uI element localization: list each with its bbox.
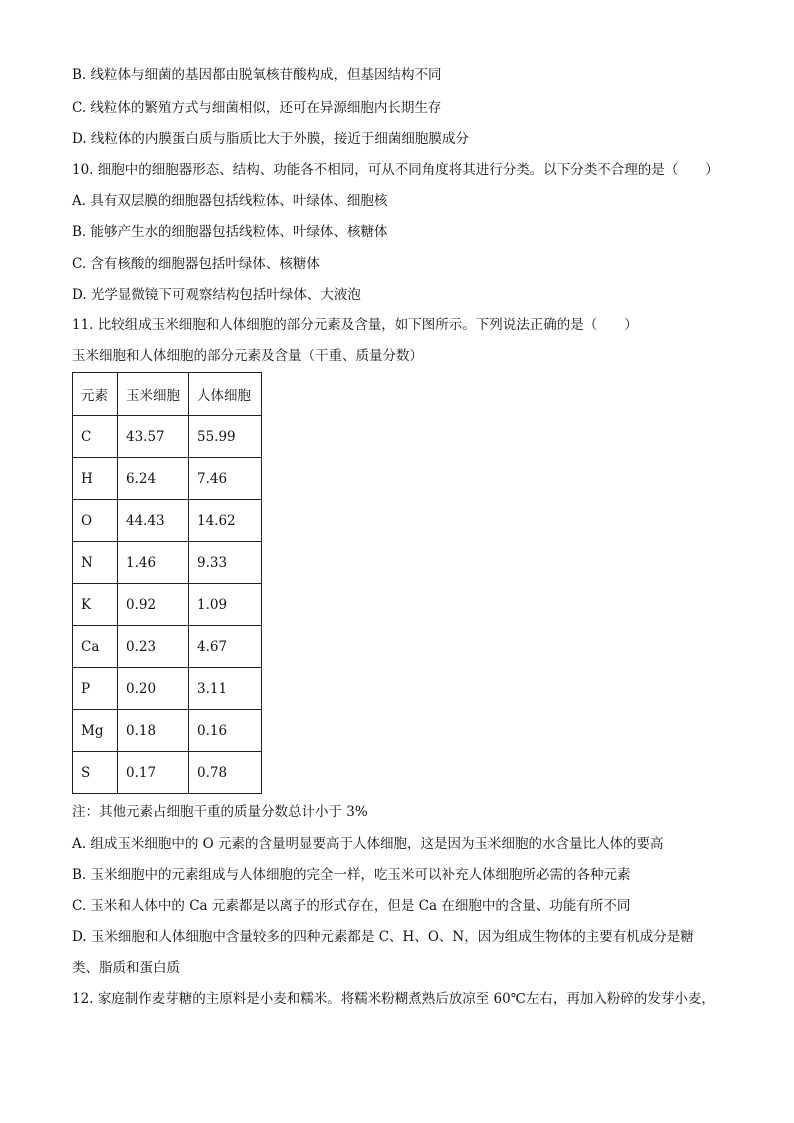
table-header-row bbox=[73, 373, 262, 416]
table-cell: H bbox=[73, 458, 118, 500]
option-d-q11-continued: 类、脂质和蛋白质 bbox=[72, 960, 180, 976]
option-b-q11: B. 玉米细胞中的元素组成与人体细胞的完全一样，吃玉米可以补充人体细胞所必需的各种元素 bbox=[72, 867, 631, 883]
table-cell: Mg bbox=[73, 710, 118, 752]
table-header-cell: 元素 bbox=[73, 373, 118, 416]
table-cell: 0.17 bbox=[118, 752, 189, 794]
option-b-q9: B. 线粒体与细菌的基因都由脱氧核苷酸构成，但基因结构不同 bbox=[72, 67, 442, 83]
table-caption: 玉米细胞和人体细胞的部分元素及含量（干重、质量分数） bbox=[72, 348, 423, 364]
table-cell: 7.46 bbox=[189, 458, 262, 500]
table-cell: O bbox=[73, 500, 118, 542]
option-a-q11: A. 组成玉米细胞中的 O 元素的含量明显要高于人体细胞，这是因为玉米细胞的水含量比人体的要高 bbox=[72, 836, 664, 852]
table-cell: 0.16 bbox=[189, 710, 262, 752]
table-cell: P bbox=[73, 668, 118, 710]
table-cell: 0.78 bbox=[189, 752, 262, 794]
table-cell: Ca bbox=[73, 626, 118, 668]
table-row bbox=[73, 626, 262, 668]
table-cell: 0.23 bbox=[118, 626, 189, 668]
table-row bbox=[73, 416, 262, 458]
question-10: 10. 细胞中的细胞器形态、结构、功能各不相同，可从不同角度将其进行分类。以下分类不合理的是（ ） bbox=[72, 162, 719, 178]
table-cell: K bbox=[73, 584, 118, 626]
table-cell: 4.67 bbox=[189, 626, 262, 668]
option-b-q10: B. 能够产生水的细胞器包括线粒体、叶绿体、核糖体 bbox=[72, 224, 388, 240]
option-c-q9: C. 线粒体的繁殖方式与细菌相似，还可在异源细胞内长期生存 bbox=[72, 100, 442, 116]
table-cell: 6.24 bbox=[118, 458, 189, 500]
table-cell: 9.33 bbox=[189, 542, 262, 584]
question-12: 12. 家庭制作麦芽糖的主原料是小麦和糯米。将糯米粉糊煮熟后放凉至 60℃左右，再加入粉碎的发芽小麦， bbox=[72, 991, 715, 1007]
table-row bbox=[73, 542, 262, 584]
table-row bbox=[73, 752, 262, 794]
table-header-cell: 玉米细胞 bbox=[118, 373, 189, 416]
table-cell: 43.57 bbox=[118, 416, 189, 458]
option-d-q9: D. 线粒体的内膜蛋白质与脂质比大于外膜，接近于细菌细胞膜成分 bbox=[72, 131, 469, 147]
table-cell: N bbox=[73, 542, 118, 584]
option-a-q10: A. 具有双层膜的细胞器包括线粒体、叶绿体、细胞核 bbox=[72, 193, 388, 209]
table-cell: 14.62 bbox=[189, 500, 262, 542]
table-row bbox=[73, 458, 262, 500]
element-table bbox=[72, 372, 262, 794]
table-header-cell: 人体细胞 bbox=[189, 373, 262, 416]
table-cell: 1.09 bbox=[189, 584, 262, 626]
table-cell: 0.20 bbox=[118, 668, 189, 710]
table-row bbox=[73, 668, 262, 710]
table-row bbox=[73, 710, 262, 752]
question-11: 11. 比较组成玉米细胞和人体细胞的部分元素及含量，如下图所示。下列说法正确的是（ ） bbox=[72, 317, 638, 333]
table-row bbox=[73, 584, 262, 626]
option-c-q10: C. 含有核酸的细胞器包括叶绿体、核糖体 bbox=[72, 256, 320, 272]
table-cell: 44.43 bbox=[118, 500, 189, 542]
table-cell: C bbox=[73, 416, 118, 458]
option-c-q11: C. 玉米和人体中的 Ca 元素都是以离子的形式存在，但是 Ca 在细胞中的含量、功能有所不同 bbox=[72, 898, 631, 914]
option-d-q10: D. 光学显微镜下可观察结构包括叶绿体、大液泡 bbox=[72, 287, 361, 303]
table-cell: 55.99 bbox=[189, 416, 262, 458]
option-d-q11: D. 玉米细胞和人体细胞中含量较多的四种元素都是 C、H、O、N，因为组成生物体的主要有机成分是糖 bbox=[72, 929, 694, 945]
table-row bbox=[73, 500, 262, 542]
table-note: 注：其他元素占细胞干重的质量分数总计小于 3% bbox=[72, 804, 368, 820]
table-cell: 3.11 bbox=[189, 668, 262, 710]
table-cell: 0.18 bbox=[118, 710, 189, 752]
table-cell: 0.92 bbox=[118, 584, 189, 626]
table-cell: S bbox=[73, 752, 118, 794]
table-cell: 1.46 bbox=[118, 542, 189, 584]
